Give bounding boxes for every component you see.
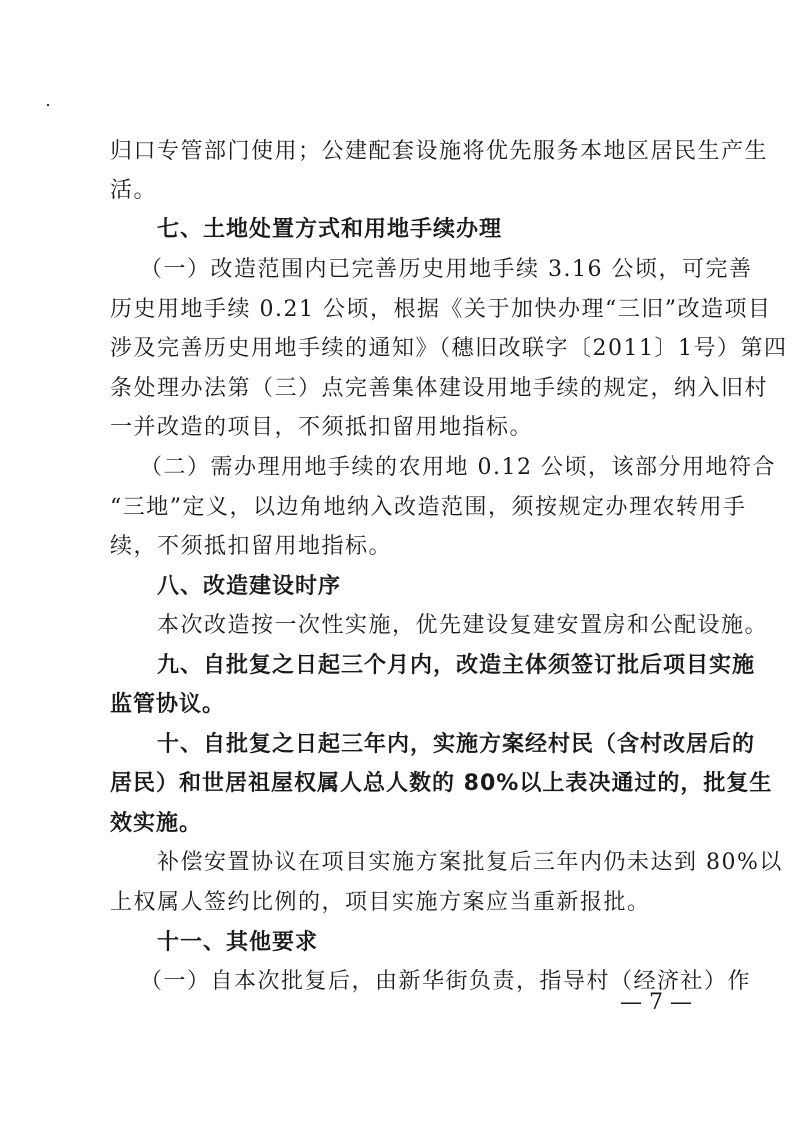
paragraph-line: 续，不须抵扣留用地指标。 <box>110 534 393 559</box>
paragraph-line: 归口专管部门使用；公建配套设施将优先服务本地区居民生产生 <box>110 139 769 164</box>
paragraph-line: 涉及完善历史用地手续的通知》（穗旧改联字〔2011〕1号）第四 <box>110 336 788 361</box>
paragraph-line: （二）需办理用地手续的农用地 0.12 公顷，该部分用地符合 <box>140 455 776 480</box>
paragraph-line: 补偿安置协议在项目实施方案批复后三年内仍未达到 80%以 <box>157 850 783 875</box>
section-heading-11: 十一、其他要求 <box>157 930 319 955</box>
paragraph-line: （一）改造范围内已完善历史用地手续 3.16 公顷，可完善 <box>140 257 753 282</box>
paragraph-line: 历史用地手续 0.21 公顷，根据《关于加快办理“三旧”改造项目 <box>110 297 772 322</box>
section-heading-9-cont: 监管协议。 <box>110 692 226 717</box>
paragraph-line: 活。 <box>110 178 158 203</box>
paragraph-line: 上权属人签约比例的，项目实施方案应当重新报批。 <box>110 890 651 915</box>
scan-speck <box>47 104 49 106</box>
section-heading-10-cont: 居民）和世居祖屋权属人总人数的 80%以上表决通过的，批复生 <box>110 771 773 796</box>
paragraph-line: 本次改造按一次性实施，优先建设复建安置房和公配设施。 <box>157 613 769 638</box>
section-heading-9: 九、自批复之日起三个月内，改造主体须签订批后项目实施 <box>157 653 756 678</box>
paragraph-line: “三地”定义，以边角地纳入改造范围，须按规定办理农转用手 <box>110 495 747 520</box>
paragraph-line: 一并改造的项目，不须抵扣留用地指标。 <box>110 415 534 440</box>
page-number: — 7 — <box>620 990 692 1015</box>
section-heading-8: 八、改造建设时序 <box>157 574 342 599</box>
paragraph-line: 条处理办法第（三）点完善集体建设用地手续的规定，纳入旧村 <box>110 376 769 401</box>
section-heading-10-cont: 效实施。 <box>110 811 203 836</box>
section-heading-10: 十、自批复之日起三年内，实施方案经村民（含村改居后的 <box>157 732 756 757</box>
section-heading-7: 七、土地处置方式和用地手续办理 <box>157 217 503 242</box>
paragraph-line: （一）自本次批复后，由新华街负责，指导村（经济社）作 <box>140 969 752 994</box>
